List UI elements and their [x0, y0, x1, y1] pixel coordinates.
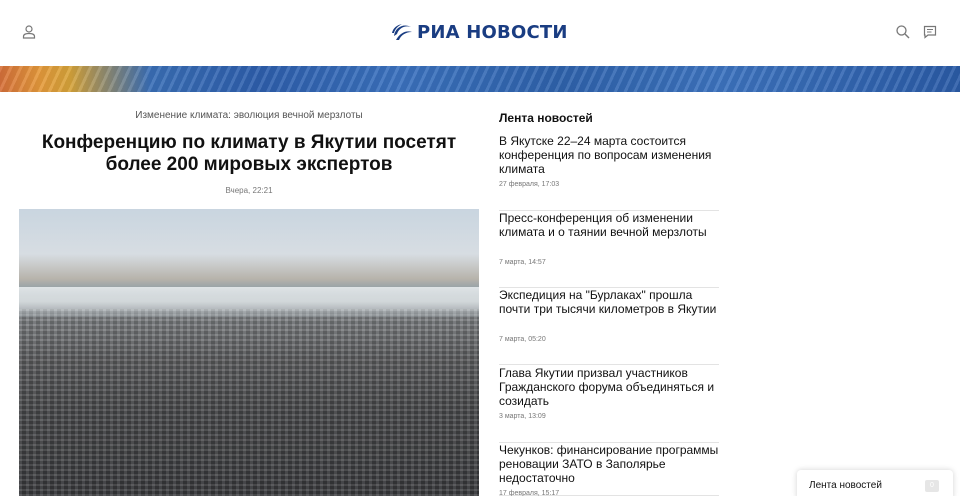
article-rubric[interactable]: Изменение климата: эволюция вечной мерзлоты — [135, 110, 363, 121]
ria-logo[interactable] — [391, 19, 568, 45]
feed-item-date: 3 марта, 13:09 — [499, 413, 546, 420]
feed-item-text: Экспедиция на "Бурлаках" прошла почти три тысячи километров в Якутии — [499, 288, 717, 316]
feed-item-date: 17 февраля, 15:17 — [499, 490, 560, 496]
article-datetime: Вчера, 22:21 — [225, 186, 273, 195]
user-icon[interactable] — [21, 24, 37, 40]
feed-item[interactable] — [499, 443, 719, 496]
chat-icon[interactable] — [922, 24, 938, 40]
feed-item-date: 7 марта, 05:20 — [499, 336, 546, 343]
promo-banner[interactable] — [0, 66, 960, 92]
feed-item-date: 7 марта, 14:57 — [499, 259, 546, 266]
news-feed-widget[interactable] — [797, 470, 953, 496]
site-header — [0, 0, 960, 66]
logo-text: РИА НОВОСТИ — [417, 21, 568, 43]
feed-item[interactable] — [499, 211, 719, 288]
ria-logo-mark — [391, 21, 413, 43]
feed-item-text: Пресс-конференция об изменении климата и о таянии вечной мерзлоты — [499, 211, 707, 239]
feed-item[interactable] — [499, 288, 719, 365]
news-feed-widget-badge: 0 — [925, 480, 939, 492]
feed-item-date: 27 февраля, 17:03 — [499, 181, 560, 188]
article-photo — [19, 209, 479, 496]
news-feed-title: Лента новостей — [499, 111, 593, 125]
feed-item[interactable] — [499, 366, 719, 443]
feed-item-text: В Якутске 22–24 марта состоится конференция по вопросам изменения климата — [499, 134, 712, 176]
search-icon[interactable] — [895, 24, 911, 40]
feed-item-text: Глава Якутии призвал участников Гражданского форума объединяться и созидать — [499, 366, 715, 408]
article-title: Конференцию по климату в Якутии посетят более 200 мировых экспертов — [41, 132, 457, 175]
news-feed-widget-label: Лента новостей — [809, 480, 882, 491]
feed-item[interactable] — [499, 134, 719, 211]
feed-item-text: Чекунков: финансирование программы реновации ЗАТО в Заполярье недостаточно — [499, 443, 719, 485]
